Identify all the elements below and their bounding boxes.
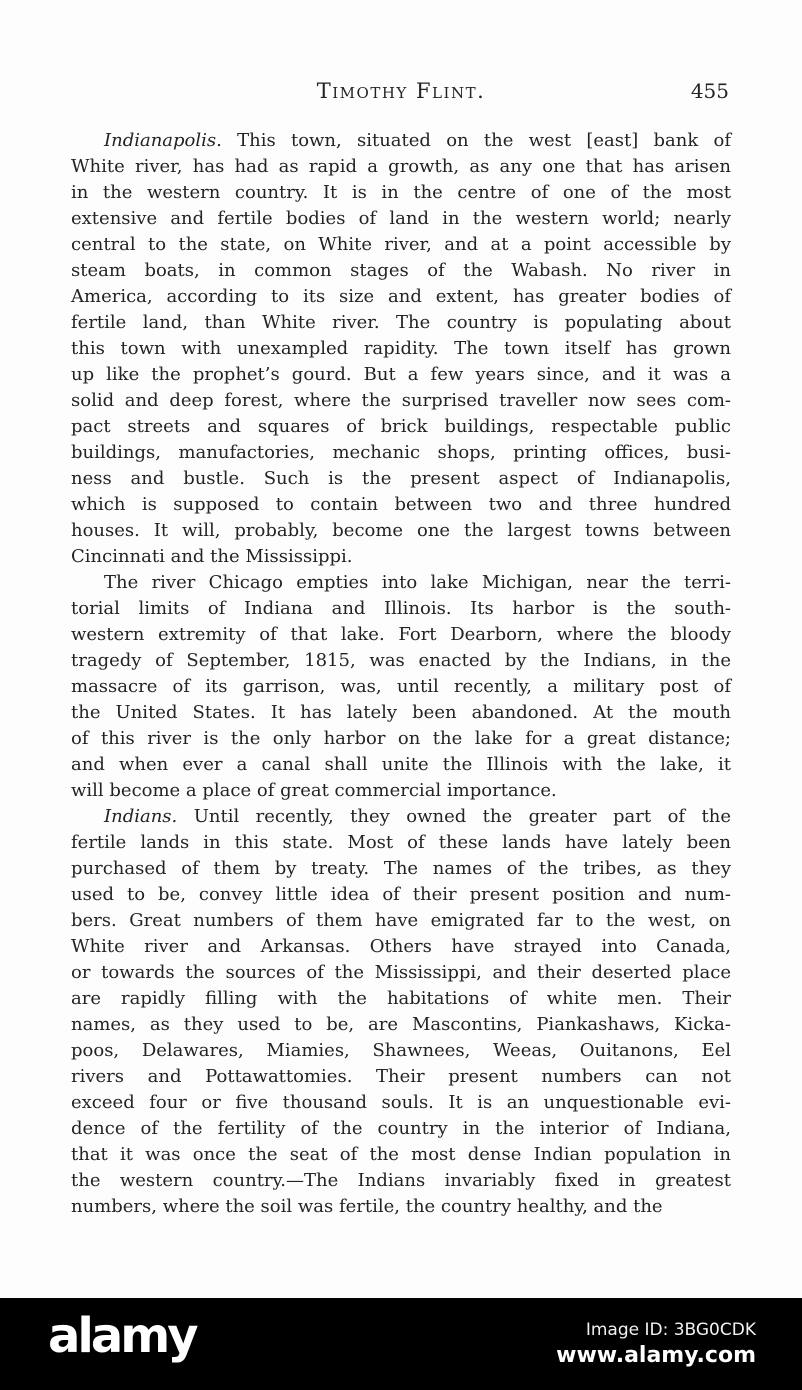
text-line: used to be, convey little idea of their present position and num- xyxy=(71,884,731,905)
text-line: massacre of its garrison, was, until recently, a military post of xyxy=(71,676,731,697)
paragraph-lead-word: Indianapolis. xyxy=(104,130,222,151)
text-line: names, as they used to be, are Mascontins, Piankashaws, Kicka- xyxy=(71,1014,731,1035)
text-line: ness and bustle. Such is the present aspect of Indianapolis, xyxy=(71,468,731,489)
text-line: of this river is the only harbor on the lake for a great distance; xyxy=(71,728,731,749)
text-line: Cincinnati and the Mississippi. xyxy=(71,546,353,567)
text-line: pact streets and squares of brick buildings, respectable public xyxy=(71,416,731,437)
watermark-info xyxy=(556,1320,756,1369)
text-line: will become a place of great commercial importance. xyxy=(71,780,557,801)
watermark-bar xyxy=(0,1298,802,1390)
text-line: or towards the sources of the Mississippi, and their deserted place xyxy=(71,962,731,983)
text-line: dence of the fertility of the country in the interior of Indiana, xyxy=(71,1118,731,1139)
running-title: Timothy Flint. xyxy=(316,79,486,103)
text-line: purchased of them by treaty. The names of the tribes, as they xyxy=(71,858,731,879)
text-line: extensive and fertile bodies of land in the western world; nearly xyxy=(71,208,731,229)
text-line: and when ever a canal shall unite the Illinois with the lake, it xyxy=(71,754,731,775)
text-line: western extremity of that lake. Fort Dearborn, where the bloody xyxy=(71,624,731,645)
text-line: solid and deep forest, where the surprised traveller now sees com- xyxy=(71,390,731,411)
text-line: which is supposed to contain between two and three hundred xyxy=(71,494,731,515)
text-line: bers. Great numbers of them have emigrated far to the west, on xyxy=(71,910,731,931)
text-line: exceed four or five thousand souls. It is an unquestionable evi- xyxy=(71,1092,731,1113)
text-line: that it was once the seat of the most dense Indian population in xyxy=(71,1144,731,1165)
paragraph xyxy=(71,128,731,570)
image-id-text: Image ID: 3BG0CDK xyxy=(585,1320,756,1340)
paragraph-lead-word: Indians. xyxy=(104,806,178,827)
line-text: This town, situated on the west [east] bank of xyxy=(237,130,731,151)
page-body xyxy=(71,128,731,1220)
text-line: numbers, where the soil was fertile, the country healthy, and the xyxy=(71,1196,663,1217)
paragraph xyxy=(71,804,731,1220)
text-line: houses. It will, probably, become one the largest towns between xyxy=(71,520,731,541)
text-line: up like the prophet’s gourd. But a few years since, and it was a xyxy=(71,364,731,385)
text-line: are rapidly filling with the habitations of white men. Their xyxy=(71,988,731,1009)
text-line: White river and Arkansas. Others have strayed into Canada, xyxy=(71,936,731,957)
alamy-url-text: www.alamy.com xyxy=(556,1343,756,1368)
text-line: fertile land, than White river. The country is populating about xyxy=(71,312,731,333)
page-number: 455 xyxy=(690,79,729,103)
text-line: White river, has had as rapid a growth, as any one that has arisen xyxy=(71,156,731,177)
paragraph xyxy=(71,570,731,804)
text-line: fertile lands in this state. Most of these lands have lately been xyxy=(71,832,731,853)
text-line: rivers and Pottawattomies. Their present numbers can not xyxy=(71,1066,731,1087)
text-line: poos, Delawares, Miamies, Shawnees, Weeas, Ouitanons, Eel xyxy=(71,1040,731,1061)
text-line: central to the state, on White river, and at a point accessible by xyxy=(71,234,731,255)
text-line xyxy=(71,804,731,830)
text-line: the western country.—The Indians invariably fixed in greatest xyxy=(71,1170,731,1191)
text-line: this town with unexampled rapidity. The town itself has grown xyxy=(71,338,731,359)
text-line xyxy=(71,128,731,154)
text-line: America, according to its size and extent, has greater bodies of xyxy=(71,286,731,307)
text-line: the United States. It has lately been abandoned. At the mouth xyxy=(71,702,731,723)
text-line: buildings, manufactories, mechanic shops, printing offices, busi- xyxy=(71,442,731,463)
text-line: tragedy of September, 1815, was enacted by the Indians, in the xyxy=(71,650,731,671)
page-header xyxy=(71,78,731,104)
text-line: torial limits of Indiana and Illinois. Its harbor is the south- xyxy=(71,598,731,619)
text-line: in the western country. It is in the centre of one of the most xyxy=(71,182,731,203)
alamy-logo: alamy xyxy=(48,1308,196,1364)
line-text: Until recently, they owned the greater part of the xyxy=(193,806,731,827)
text-line: steam boats, in common stages of the Wabash. No river in xyxy=(71,260,731,281)
text-line: The river Chicago empties into lake Michigan, near the terri- xyxy=(104,572,731,593)
